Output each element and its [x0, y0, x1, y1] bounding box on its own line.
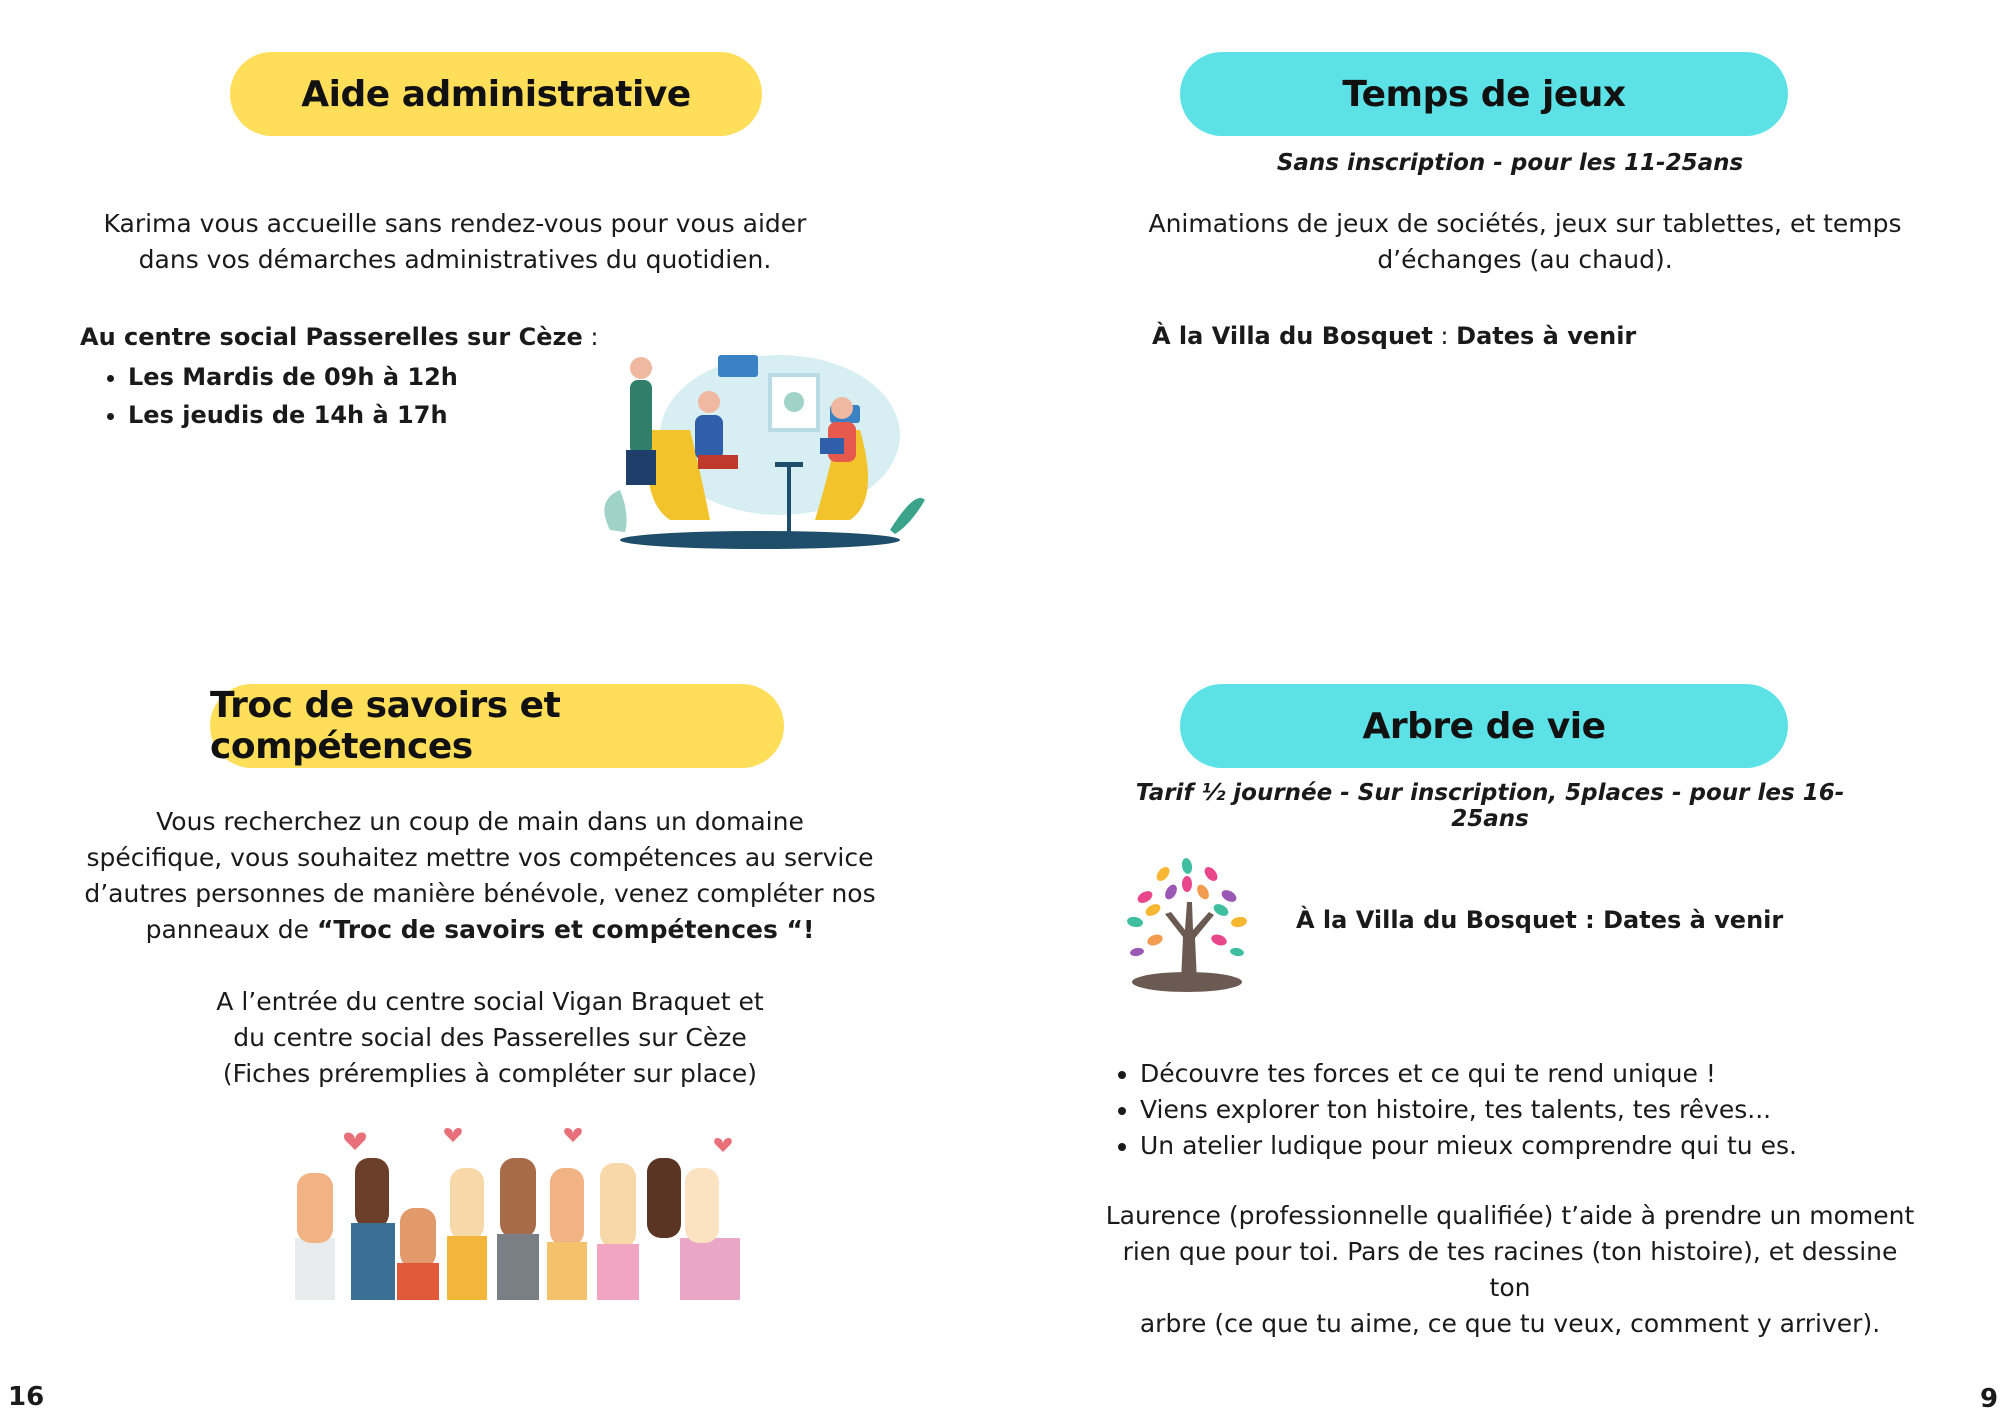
arbre-paragraph [1100, 1198, 1920, 1342]
troc-line-2: spécifique, vous souhaitez mettre vos compétences au service [86, 843, 874, 872]
page-number-left: 16 [8, 1382, 45, 1412]
arbre-para-line-1: Laurence (professionnelle qualifiée) t’aide à prendre un moment [1105, 1201, 1915, 1230]
jeux-location-dates: Dates à venir [1456, 322, 1637, 350]
troc-title: Troc de savoirs et compétences [210, 685, 561, 767]
jeux-location [1152, 318, 1636, 354]
arbre-subtitle: Tarif ½ journée - Sur inscription, 5places - pour les 16-25ans [1135, 780, 1845, 832]
aide-line-2: dans vos démarches administratives du quotidien. [138, 245, 772, 274]
jeux-location-label: À la Villa du Bosquet [1152, 322, 1433, 350]
aide-description [80, 206, 830, 278]
list-item: • Les jeudis de 14h à 17h [128, 396, 598, 434]
list-item: • Les Mardis de 09h à 12h [128, 358, 598, 396]
arbre-title: Arbre de vie [1362, 705, 1606, 747]
list-item: • Découvre tes forces et ce qui te rend unique ! [1140, 1056, 1797, 1092]
arbre-para-line-2: rien que pour toi. Pars de tes racines (ton histoire), et dessine ton [1122, 1237, 1898, 1302]
jeux-subtitle: Sans inscription - pour les 11-25ans [1276, 150, 1744, 176]
aide-location [80, 318, 598, 434]
troc-line-4-bold: “Troc de savoirs et compétences “! [316, 915, 815, 944]
troc-line-1: Vous recherchez un coup de main dans un domaine [156, 807, 804, 836]
arbre-title-pill [1180, 684, 1788, 768]
arbre-para-line-3: arbre (ce que tu aime, ce que tu veux, comment y arriver). [1139, 1309, 1881, 1338]
aide-title: Aide administrative [301, 73, 691, 115]
jeux-title: Temps de jeux [1342, 73, 1626, 115]
troc-place-1: A l’entrée du centre social Vigan Braquet et [216, 987, 764, 1016]
jeux-description [1130, 206, 1920, 278]
page-number-right: 9 [1980, 1384, 1999, 1414]
jeux-title-pill [1180, 52, 1788, 136]
troc-description [80, 804, 880, 948]
jeux-line-1: Animations de jeux de sociétés, jeux sur tablettes, et temps [1148, 209, 1902, 238]
troc-place-3: (Fiches préremplies à compléter sur place) [222, 1059, 758, 1088]
tree-of-life-icon [1115, 852, 1260, 997]
aide-schedule-list [80, 358, 598, 434]
raised-hands-illustration [285, 1128, 745, 1300]
arbre-location: À la Villa du Bosquet : Dates à venir [1296, 906, 1784, 934]
troc-line-4 [80, 912, 880, 948]
aide-line-1: Karima vous accueille sans rendez-vous pour vous aider [103, 209, 807, 238]
list-item: • Viens explorer ton histoire, tes talents, tes rêves... [1140, 1092, 1797, 1128]
jeux-line-2: d’échanges (au chaud). [1377, 245, 1673, 274]
troc-line-4-prefix: panneaux de [145, 915, 317, 944]
aide-title-pill [230, 52, 762, 136]
aide-location-label: Au centre social Passerelles sur Cèze [80, 323, 583, 351]
list-item: • Un atelier ludique pour mieux comprendre qui tu es. [1140, 1128, 1797, 1164]
troc-line-3: d’autres personnes de manière bénévole, venez compléter nos [84, 879, 876, 908]
troc-title-pill [210, 684, 784, 768]
troc-places [130, 984, 850, 1092]
arbre-bullet-list [1092, 1056, 1797, 1164]
office-meeting-illustration [590, 350, 930, 550]
jeux-location-sep: : [1432, 322, 1457, 350]
aide-location-colon: : [582, 323, 599, 351]
troc-place-2: du centre social des Passerelles sur Cèze [233, 1023, 747, 1052]
